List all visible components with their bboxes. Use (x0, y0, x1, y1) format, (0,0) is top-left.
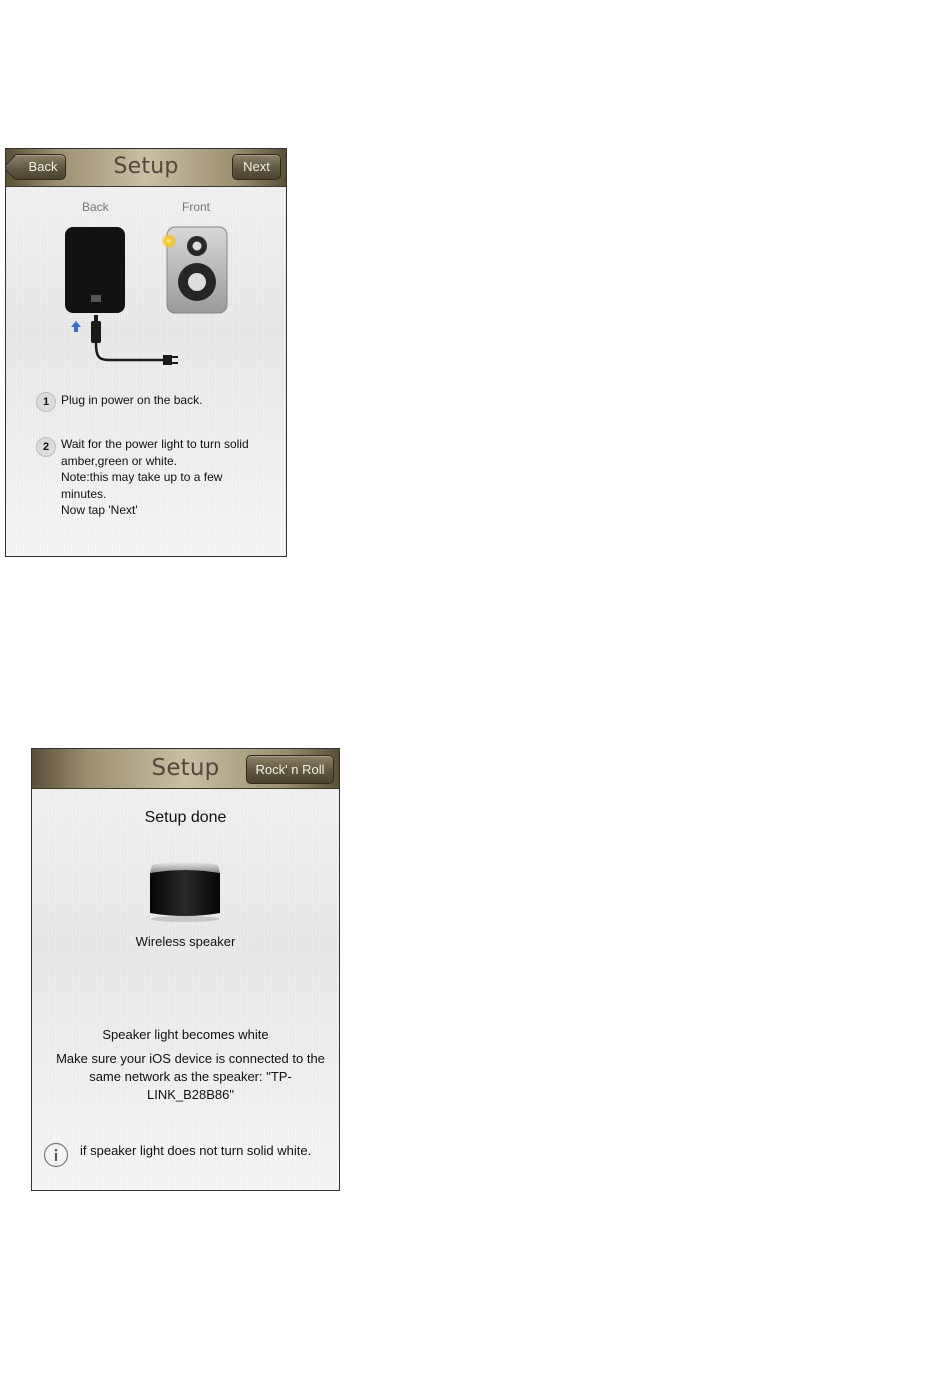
step-line: Plug in power on the back. (61, 393, 203, 407)
speaker-front-icon (161, 227, 227, 313)
back-button-label: Back (28, 159, 58, 174)
page-title: Setup (113, 154, 179, 179)
step-line: amber,green or white. (61, 453, 178, 468)
troubleshoot-link[interactable]: if speaker light does not turn solid white. (80, 1143, 312, 1158)
speaker-light-status: Speaker light becomes white (102, 1027, 269, 1042)
up-arrow-icon (71, 321, 81, 332)
speaker-illustration (6, 149, 287, 379)
wireless-speaker-icon (146, 857, 224, 923)
network-instructions (32, 1050, 339, 1104)
setup-done-heading: Setup done (144, 809, 227, 826)
step-number: 1 (36, 392, 56, 412)
info-icon[interactable] (43, 1142, 69, 1168)
step-2-text (61, 436, 249, 519)
step-line: minutes. (61, 486, 107, 501)
power-cable-icon (91, 315, 178, 365)
page-title: Setup (151, 755, 220, 781)
setup-done-screen (31, 748, 340, 1191)
speaker-back-icon (65, 227, 125, 313)
instruction-line: LINK_B28B86" (146, 1087, 234, 1102)
setup-power-screen (5, 148, 287, 557)
next-button[interactable]: Next (232, 154, 281, 180)
step-line: Now tap 'Next' (61, 503, 138, 517)
step-line: Note:this may take up to a few (61, 470, 223, 484)
instruction-line: Make sure your iOS device is connected to the (56, 1051, 325, 1066)
power-light-icon (161, 233, 177, 249)
device-label: Wireless speaker (135, 934, 236, 949)
front-view-label: Front (182, 200, 211, 214)
back-view-label: Back (82, 200, 109, 214)
step-1-text (61, 392, 202, 409)
instruction-line: same network as the speaker: "TP- (89, 1069, 292, 1084)
step-number: 2 (36, 437, 56, 457)
step-line: Wait for the power light to turn solid (61, 437, 249, 451)
rock-n-roll-button[interactable]: Rock' n Roll (246, 755, 334, 784)
navigation-bar (32, 749, 339, 789)
